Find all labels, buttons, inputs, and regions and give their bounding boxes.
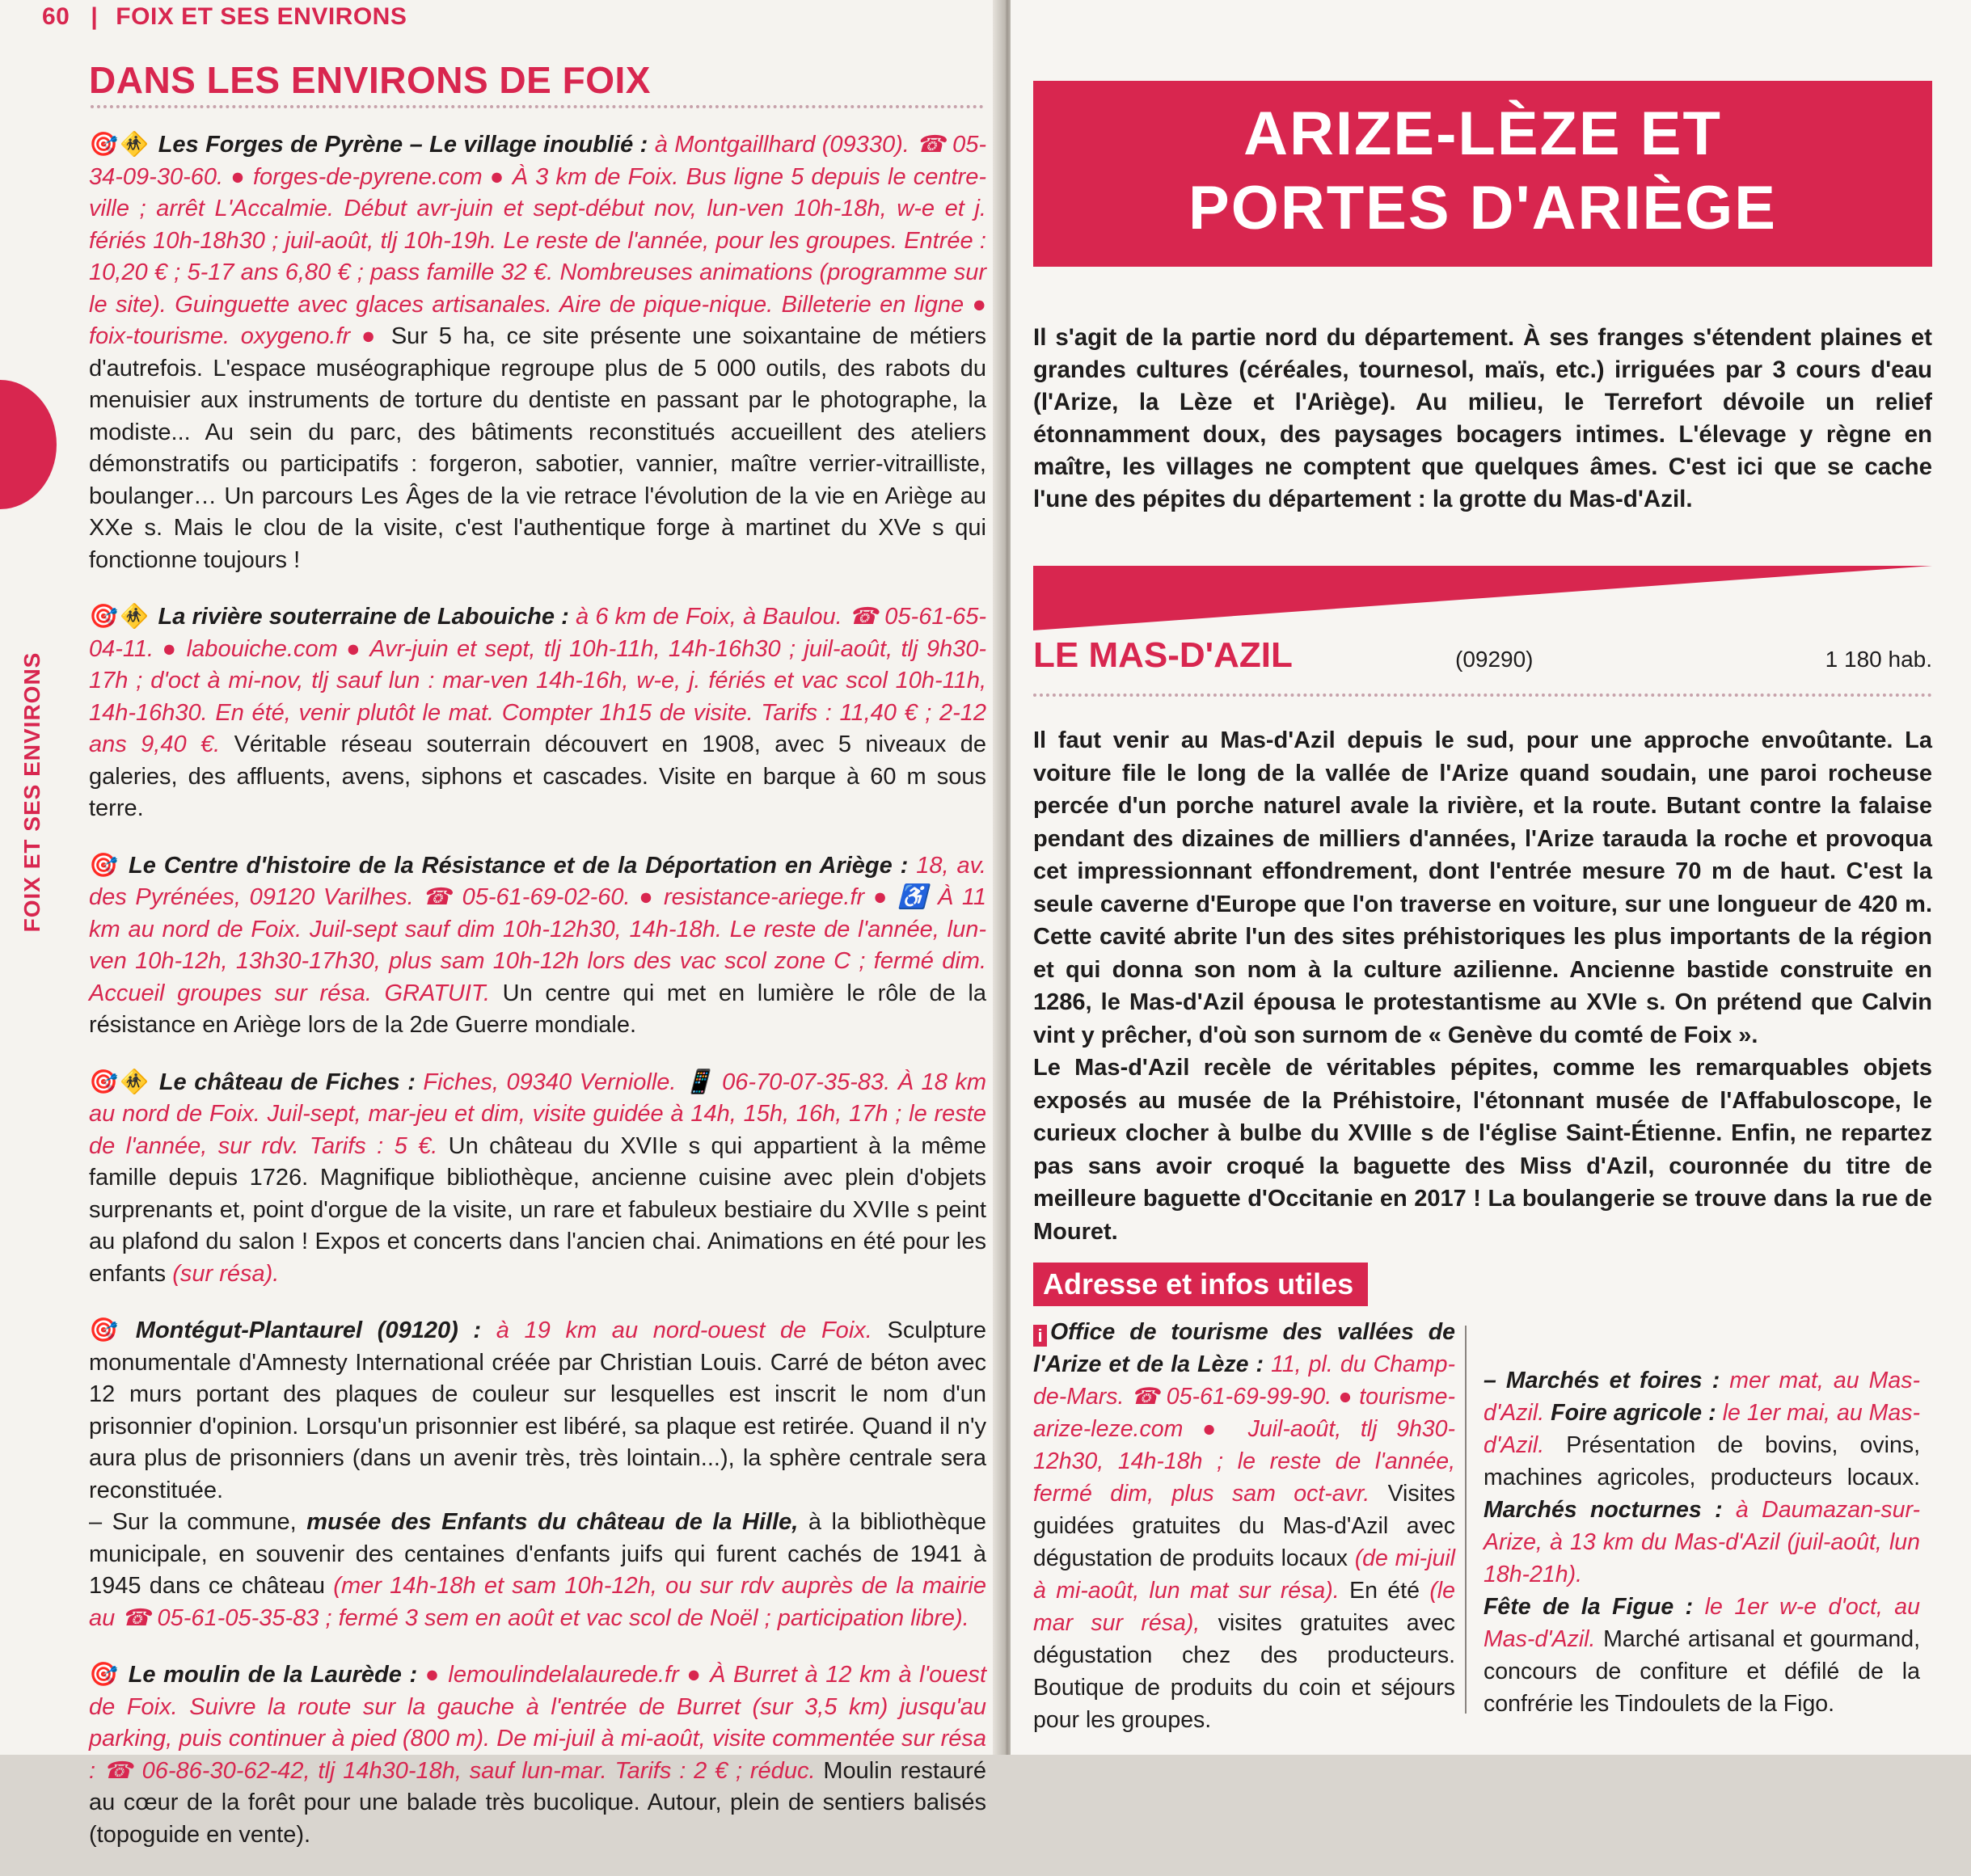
chapter-title-line1: ARIZE-LÈZE ET [1243, 99, 1722, 168]
town-name: LE MAS-D'AZIL [1033, 635, 1293, 675]
running-head: 60 | FOIX ET SES ENVIRONS [42, 3, 407, 30]
entry-description: Sculpture monumentale d'Amnesty International créée par Christian Louis. Carré de béton avec 12 murs portant des plaques de couleur sur lesquelles est inscrit le nom d'un prisonnier d'opinion. Lorsqu'un prisonnier est libéré, sa plaque est retirée. Quand il n'y aura plus de prisonniers (dans un avenir très, très lointain...), la sphère centrale sera reconstituée. [89, 1317, 987, 1503]
foire-label: Foire agricole : [1551, 1400, 1716, 1426]
practical-info-column-1 [1033, 1316, 1455, 1736]
dotted-divider [91, 105, 984, 108]
town-population: 1 180 hab. [1825, 647, 1932, 672]
chapter-intro: Il s'agit de la partie nord du département. À ses franges s'étendent plaines et grandes cultures (céréales, tournesol, maïs, etc.) irriguées par 3 cours d'eau (l'Arize, la Lèze et l'Ariège). Au milieu, le Terrefort dévoile un relief étonnamment doux, des paysages bocagers intimes. L'élevage y règne en maître, les villages ne comptent que quelques âmes. C'est ici que se cache l'une des pépites du département : la grotte du Mas-d'Azil. [1033, 324, 1932, 512]
entries-column [89, 129, 986, 1876]
chapter-banner [1033, 81, 1932, 267]
entry-practical-info: Fiches, 09340 Verniolle. 📱 06-70-07-35-83. À 18 km au nord de Foix. Juil-sept, mar-jeu et dim, visite guidée à 14h, 15h, 16h, 17h ; le reste de l'année, sur rdv. Tarifs : 5 €. [89, 1069, 987, 1159]
column-separator [1465, 1326, 1467, 1714]
entry-name: Le Centre d'histoire de la Résistance et de la Déportation en Ariège : [129, 852, 909, 879]
markets-info: mer mat, au Mas-d'Azil. [1484, 1368, 1921, 1426]
figue-info: le 1er w-e d'oct, au Mas-d'Azil. [1484, 1594, 1920, 1652]
entry-chateau-fiches [89, 1067, 986, 1291]
side-section-label: FOIX ET SES ENVIRONS [19, 651, 44, 933]
side-tab-marker [0, 380, 57, 509]
entry-description: Moulin restauré au cœur de la forêt pour une balade très bucolique. Autour, plein de sentiers balisés (topoguide en vente). [89, 1757, 986, 1848]
hiker-child-icon: 🎯 🚸 [89, 1069, 147, 1095]
entry-montegut-plantaurel [89, 1315, 986, 1634]
nocturnes-info: à Daumazan-sur-Arize, à 13 km du Mas-d'Azil (juil-août, lun 18h-21h). [1484, 1497, 1920, 1587]
section-title: DANS LES ENVIRONS DE FOIX [89, 59, 651, 101]
sub-entry-info: (mer 14h-18h et sam 10h-12h, ou sur rdv auprès de la mairie au ☎ 05-61-05-35-83 ; fermé 3 sem en août et vac scol de Noël ; participation libre). [89, 1573, 986, 1631]
entry-name: Montégut-Plantaurel [135, 1317, 363, 1343]
right-page [1011, 0, 1971, 1755]
practical-info-heading: Adresse et infos utiles [1033, 1263, 1368, 1306]
page-number: 60 [42, 3, 70, 30]
sub-entry-description: à la bibliothèque municipale, en souvenir des centaines d'enfants juifs qui furent cachés de 1941 à 1945 dans ce château [89, 1509, 986, 1599]
hiker-icon: 🎯 [89, 1662, 116, 1688]
running-head-title: FOIX ET SES ENVIRONS [116, 3, 407, 30]
office-info: (de mi-juil à mi-août, lun mat sur résa). [1033, 1545, 1455, 1604]
dotted-divider [1033, 693, 1932, 697]
office-info: 11, pl. du Champ-de-Mars. ☎ 05-61-69-99-90. ● tourisme-arize-leze.com ● Juil-août, tlj 9h30-12h30, 14h-18h ; le reste de l'année, fermé dim, plus sam oct-avr. [1033, 1351, 1455, 1507]
hiker-child-icon: 🎯 🚸 [89, 604, 147, 630]
entry-name: Le château de Fiches : [158, 1069, 416, 1095]
hiker-child-icon: 🎯 🚸 [89, 132, 147, 158]
practical-info-column-2 [1484, 1364, 1920, 1720]
sub-entry-name: musée des Enfants du château de la Hille, [306, 1509, 799, 1535]
town-paragraph: Le Mas-d'Azil recèle de véritables pépites, comme les remarquables objets exposés au musée de la Préhistoire, l'étonnant musée de l'Affabuloscope, le curieux clocher à bulbe du XVIIIe s de l'église Saint-Étienne. Enfin, ne repartez pas sans avoir croqué la baguette des Miss d'Azil, couronnée du titre de meilleure baguette d'Occitanie en 2017 ! La boulangerie se trouve dans la rue de Mouret. [1033, 1055, 1932, 1245]
office-text: Visites guidées gratuites du Mas-d'Azil avec dégustation de produits locaux [1033, 1481, 1455, 1571]
hiker-icon: 🎯 [89, 1317, 116, 1343]
entry-centre-resistance [89, 850, 986, 1042]
entry-name: La rivière souterraine de Labouiche : [158, 604, 569, 630]
figue-label: Fête de la Figue : [1484, 1594, 1694, 1620]
entry-practical-info: ● lemoulindelalaurede.fr ● À Burret à 12 km à l'ouest de Foix. Suivre la route sur la gauche à l'entrée de Burret (sur 3,5 km) jusqu'au parking, puis continuer à pied (800 m). De mi-juil à mi-août, visite commentée sur résa : ☎ 06-86-30-62-42, tlj 14h30-18h, sauf lun-mar. Tarifs : 2 € ; réduc. [89, 1662, 987, 1784]
office-info: (le mar sur résa), [1033, 1578, 1455, 1636]
entry-forges-de-pyrene [89, 129, 986, 576]
figue-text: Marché artisanal et gourmand, concours de confiture et défilé de la confrérie les Tindoulets de la Figo. [1484, 1626, 1921, 1717]
hiker-icon: 🎯 [89, 852, 116, 879]
office-name: Office de tourisme des vallées de l'Arize et de la Lèze : [1033, 1319, 1455, 1377]
entry-name: Le moulin de la Laurède : [128, 1662, 418, 1688]
info-icon: i [1033, 1325, 1047, 1347]
entry-description: Un centre qui met en lumière le rôle de la résistance en Ariège lors de la 2de Guerre mondiale. [89, 980, 987, 1038]
office-text: visites gratuites avec dégustation chez des producteurs. Boutique de produits du coin et séjours pour les groupes. [1033, 1610, 1455, 1733]
town-description [1033, 724, 1932, 1248]
entry-name: Les Forges de Pyrène – Le village inoublié : [158, 132, 648, 158]
nocturnes-label: Marchés nocturnes : [1484, 1497, 1723, 1523]
entry-description: Sur 5 ha, ce site présente une soixantaine de métiers d'autrefois. L'espace muséographique regroupe plus de 5 000 outils, des rabots du menuisier aux instruments de torture du dentiste en passant par le photographe, la modiste... Au sein du parc, des bâtiments reconstitués accueillent des ateliers démonstratifs ou participatifs : forgeron, sabotier, vannier, maître verrier-vitrailliste, boulanger… Un parcours Les Âges de la vie retrace l'évolution de la vie en Ariège au XXe s. Mais le clou de la visite, c'est l'authentique forge à martinet du XVe s qui fonctionne toujours ! [89, 323, 987, 573]
entry-extra-info: (sur résa). [172, 1260, 280, 1287]
entry-description: Un château du XVIIe s qui appartient à la même famille depuis 1726. Magnifique bibliothèque, ancienne cuisine avec plein d'objets surprenants et, point d'orgue de la visite, un rare et fabuleux bestiaire du XVIIe s peint au plafond du salon ! Expos et concerts dans l'ancien chai. Animations en été pour les enfants [89, 1132, 986, 1287]
entry-riviere-labouiche [89, 601, 986, 825]
entry-practical-info: à 19 km au nord-ouest de Foix. [496, 1317, 872, 1343]
entry-moulin-laurede [89, 1659, 986, 1851]
town-ribbon [1033, 566, 1932, 630]
town-postcode: (09290) [1455, 647, 1534, 672]
entry-description: Véritable réseau souterrain découvert en 1908, avec 5 niveaux de galeries, des affluents, avens, siphons et cascades. Visite en barque à 60 m sous terre. [89, 731, 987, 821]
chapter-title-line2: PORTES D'ARIÈGE [1188, 174, 1777, 242]
sub-entry-intro: – Sur la commune, [89, 1509, 297, 1535]
foire-text: Présentation de bovins, ovins, machines agricoles, producteurs locaux. [1484, 1432, 1921, 1490]
office-text: En été [1349, 1578, 1420, 1604]
entry-practical-info: 18, av. des Pyrénées, 09120 Varilhes. ☎ 05-61-69-02-60. ● resistance-ariege.fr ● ♿ À 11 km au nord de Foix. Juil-sept sauf dim 10h-12h30, 14h-18h. Le reste de l'année, lun-ven 10h-12h, 13h30-17h30, plus sam 10h-12h lors des vac scol zone C ; fermé dim. Accueil groupes sur résa. GRATUIT. [89, 852, 986, 1006]
entry-postcode: (09120) : [377, 1317, 482, 1343]
entry-practical-info: à Montgaillhard (09330). ☎ 05-34-09-30-60. ● forges-de-pyrene.com ● À 3 km de Foix. Bus ligne 5 depuis le centre-ville ; arrêt L'Accalmie. Début avr-juin et sept-début nov, lun-ven 10h-18h, w-e et j. fériés 10h-18h30 ; juil-août, tlj 10h-19h. Le reste de l'année, pour les groupes. Entrée : 10,20 € ; 5-17 ans 6,80 € ; pass famille 32 €. Nombreuses animations (programme sur le site). Guinguette avec glaces artisanales. Aire de pique-nique. Billeterie en ligne ● foix-tourisme. oxygeno.fr ● [89, 132, 987, 349]
foire-info: le 1er mai, au Mas-d'Azil. [1484, 1400, 1921, 1458]
entry-practical-info: à 6 km de Foix, à Baulou. ☎ 05-61-65-04-11. ● labouiche.com ● Avr-juin et sept, tlj 10h-11h, 14h-16h30 ; juil-août, tlj 9h30-17h ; d'oct à mi-nov, tlj sauf lun : mar-ven 14h-16h, w-e, j. fériés et vac scol 10h-11h, 14h-16h30. En été, venir plutôt le mat. Compter 1h15 de visite. Tarifs : 11,40 € ; 2-12 ans 9,40 €. [89, 604, 987, 757]
town-paragraph: Il faut venir au Mas-d'Azil depuis le sud, pour une approche envoûtante. La voiture file le long de la vallée de l'Arize quand soudain, une paroi rocheuse percée d'un porche naturel avale la rivière, et la route. Butant contre la falaise pendant des dizaines de milliers d'années, l'Arize tarauda la roche et provoqua cet impressionnant effondrement, dont l'entrée mesure 70 m de haut. C'est la seule caverne d'Europe que l'on traverse en voiture, sur une longueur de 420 m. Cette cavité abrite l'un des sites préhistoriques les plus importants de la région et qui donna son nom à la culture azilienne. Ancienne bastide construite en 1286, le Mas-d'Azil épousa le protestantisme au XVIe s. On prétend que Calvin vint y prêcher, d'où son surnom de « Genève du comté de Foix ». [1033, 727, 1932, 1048]
markets-label: – Marchés et foires : [1484, 1368, 1720, 1393]
